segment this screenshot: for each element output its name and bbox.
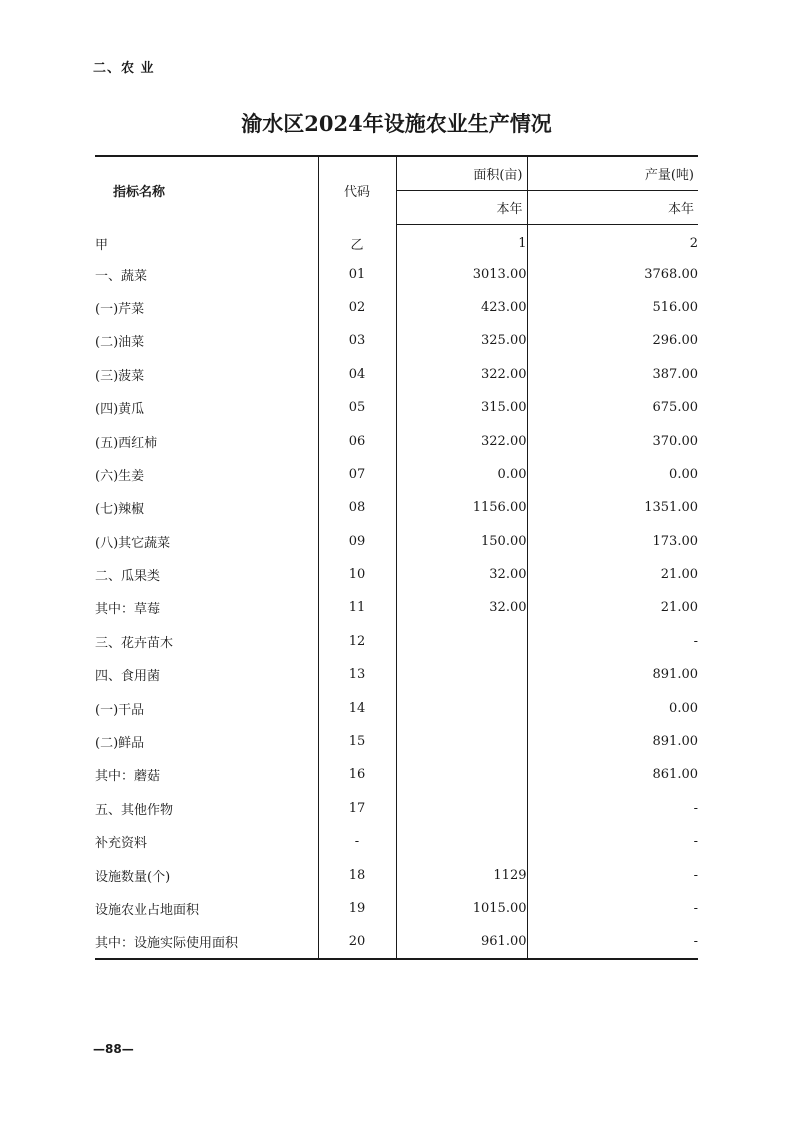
row-production: 296.00 — [652, 333, 698, 349]
row-code: 01 — [318, 257, 396, 290]
row-name: 设施数量(个) — [95, 858, 318, 891]
table-body — [95, 224, 698, 959]
row-code: 乙 — [318, 224, 396, 257]
row-code: 07 — [318, 458, 396, 491]
row-production: - — [693, 633, 698, 649]
row-area — [396, 691, 527, 724]
table-row — [95, 491, 698, 524]
row-code: 17 — [318, 792, 396, 825]
row-area: 1 — [396, 224, 527, 257]
row-name: (四)黄瓜 — [95, 391, 318, 424]
row-name: 一、蔬菜 — [95, 257, 318, 290]
row-code: 11 — [318, 591, 396, 624]
row-area: 423.00 — [396, 291, 527, 324]
row-production: 370.00 — [652, 433, 698, 449]
row-area: 322.00 — [396, 424, 527, 457]
table-row — [95, 725, 698, 758]
row-name: 其中：草莓 — [95, 591, 318, 624]
row-area: 1156.00 — [396, 491, 527, 524]
row-area: 150.00 — [396, 525, 527, 558]
row-production: - — [527, 925, 698, 958]
row-production: 675.00 — [652, 400, 698, 416]
table-row — [95, 424, 698, 457]
row-name: (二)油菜 — [95, 324, 318, 357]
table-header — [95, 156, 698, 224]
row-name: 四、食用菌 — [95, 658, 318, 691]
row-name: (一)干品 — [95, 691, 318, 724]
row-area: 32.00 — [396, 591, 527, 624]
row-area: 322.00 — [396, 358, 527, 391]
row-production: 3768.00 — [644, 266, 698, 282]
row-code: 08 — [318, 491, 396, 524]
row-area — [396, 792, 527, 825]
row-area: 32.00 — [396, 558, 527, 591]
row-production: 387.00 — [652, 366, 698, 382]
table-row — [95, 591, 698, 624]
row-code: 05 — [318, 391, 396, 424]
row-production: 2 — [689, 236, 698, 252]
table-row — [95, 391, 698, 424]
row-area — [396, 758, 527, 791]
row-production: 0.00 — [669, 466, 698, 482]
row-name: 二、瓜果类 — [95, 558, 318, 591]
row-production: 21.00 — [660, 567, 698, 583]
row-name: 设施农业占地面积 — [95, 892, 318, 925]
row-code: 06 — [318, 424, 396, 457]
table-row — [95, 925, 698, 958]
table-row — [95, 291, 698, 324]
table-row — [95, 525, 698, 558]
table-row — [95, 358, 698, 391]
page-title: 渝水区2024年设施农业生产情况 — [241, 111, 552, 136]
row-code: 04 — [318, 358, 396, 391]
row-code: 10 — [318, 558, 396, 591]
row-area: 961.00 — [396, 925, 527, 958]
row-area — [396, 725, 527, 758]
row-area: 3013.00 — [396, 257, 527, 290]
table-row — [95, 691, 698, 724]
table-row — [95, 458, 698, 491]
row-area — [396, 625, 527, 658]
header-code: 代码 — [318, 156, 396, 224]
row-code: 20 — [318, 925, 396, 958]
row-code: 03 — [318, 324, 396, 357]
header-production-current-year: 本年 — [527, 190, 698, 224]
table-row — [95, 892, 698, 925]
row-name: (八)其它蔬菜 — [95, 525, 318, 558]
row-area — [396, 658, 527, 691]
row-production: - — [693, 901, 698, 916]
table-row — [95, 257, 698, 290]
row-code: 18 — [318, 858, 396, 891]
header-area-current-year: 本年 — [396, 190, 527, 224]
row-production: 861.00 — [652, 767, 698, 783]
table-row — [95, 825, 698, 858]
row-area: 1015.00 — [396, 892, 527, 925]
row-name: 其中：设施实际使用面积 — [95, 925, 318, 958]
row-area: 1129 — [396, 858, 527, 891]
row-code: 09 — [318, 525, 396, 558]
row-production: 0.00 — [669, 700, 698, 716]
statistics-table — [95, 155, 698, 960]
table-row — [95, 858, 698, 891]
row-production: 891.00 — [652, 667, 698, 683]
row-name: (七)辣椒 — [95, 491, 318, 524]
row-production: 173.00 — [652, 533, 698, 549]
row-name: 三、花卉苗木 — [95, 625, 318, 658]
header-indicator-name: 指标名称 — [95, 156, 318, 224]
row-code: 02 — [318, 291, 396, 324]
row-area — [396, 825, 527, 858]
table-row — [95, 792, 698, 825]
row-name: (三)菠菜 — [95, 358, 318, 391]
header-area: 面积(亩) — [396, 156, 527, 190]
row-code: 16 — [318, 758, 396, 791]
row-area: 0.00 — [396, 458, 527, 491]
table-row — [95, 324, 698, 357]
table-row — [95, 625, 698, 658]
row-code: 12 — [318, 625, 396, 658]
row-production: 516.00 — [652, 299, 698, 315]
row-production: - — [693, 800, 698, 816]
row-name: 补充资料 — [95, 825, 318, 858]
row-code: 14 — [318, 691, 396, 724]
row-name: 其中：蘑菇 — [95, 758, 318, 791]
header-production: 产量(吨) — [527, 156, 698, 190]
row-name: (二)鲜品 — [95, 725, 318, 758]
row-production: 21.00 — [660, 600, 698, 616]
row-name: (五)西红柿 — [95, 424, 318, 457]
table-row — [95, 758, 698, 791]
row-area: 325.00 — [396, 324, 527, 357]
row-production: 1351.00 — [644, 500, 698, 516]
row-code: - — [318, 825, 396, 858]
row-name: 甲 — [95, 224, 318, 257]
row-name: (六)生姜 — [95, 458, 318, 491]
section-header: 二、农 业 — [93, 61, 155, 76]
page-number: —88— — [93, 1042, 134, 1056]
row-code: 15 — [318, 725, 396, 758]
row-name: 五、其他作物 — [95, 792, 318, 825]
row-area: 315.00 — [396, 391, 527, 424]
row-production: 891.00 — [652, 734, 698, 750]
row-production: - — [693, 834, 698, 850]
row-code: 19 — [318, 892, 396, 925]
row-name: (一)芹菜 — [95, 291, 318, 324]
table-row — [95, 224, 698, 257]
row-production: - — [693, 867, 698, 883]
row-code: 13 — [318, 658, 396, 691]
table-row — [95, 658, 698, 691]
table-row — [95, 558, 698, 591]
